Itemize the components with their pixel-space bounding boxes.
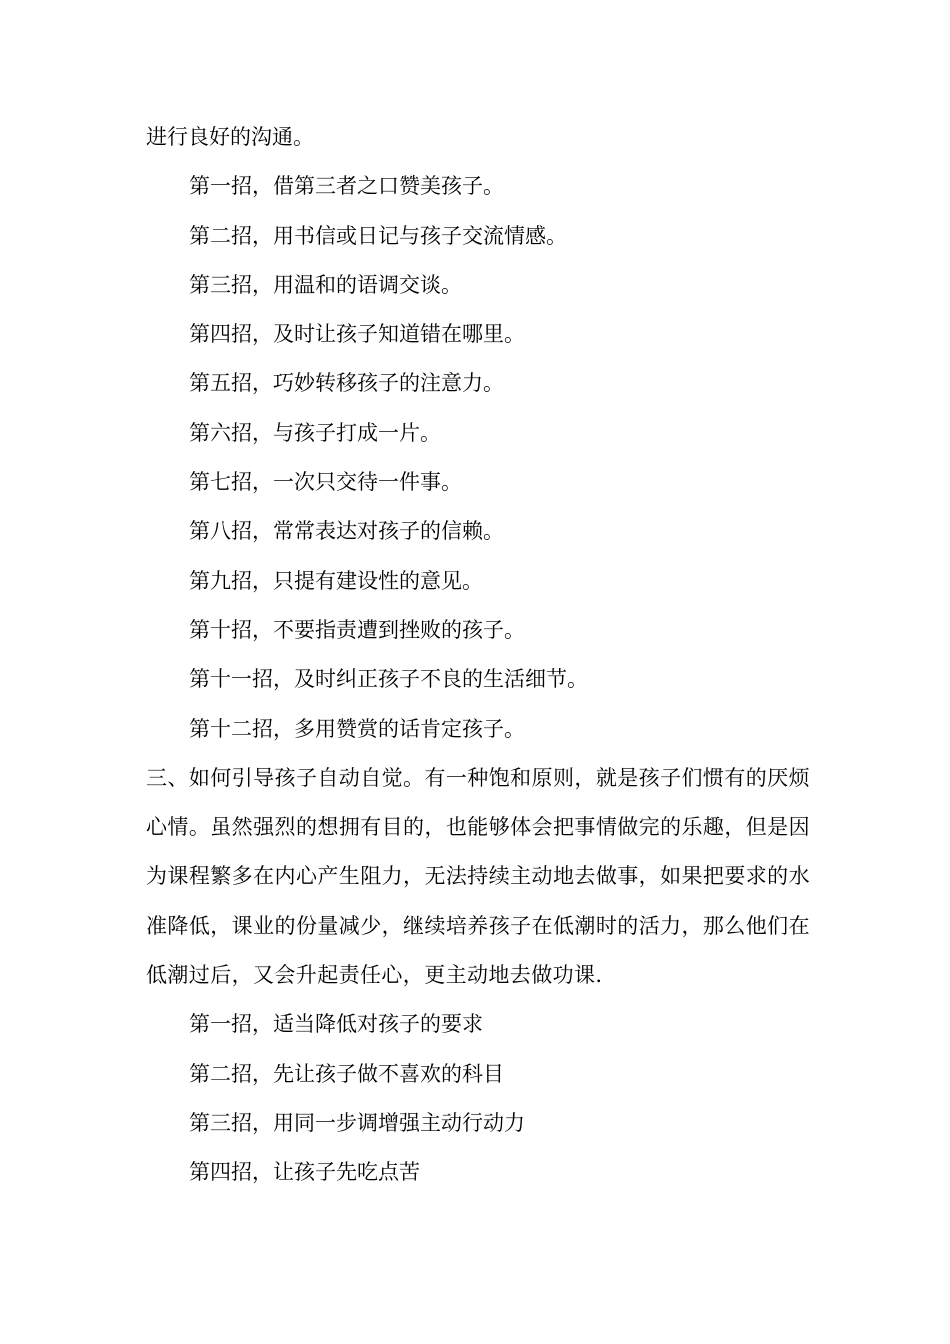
section3-paragraph: 三、如何引导孩子自动自觉。有一种饱和原则，就是孩子们惯有的厌烦心情。虽然强烈的想拥有目的，也能够体会把事情做完的乐趣，但是因为课程繁多在内心产生阻力，无法持续主动地去做事，如果把要求的水准降低，课业的份量减少，继续培养孩子在低潮时的活力，那么他们在低潮过后，又会升起责任心，更主动地去做功课. — [146, 765, 810, 988]
section2-item-10: 第十招，不要指责遭到挫败的孩子。 — [189, 617, 525, 642]
section2-item-12: 第十二招，多用赞赏的话肯定孩子。 — [189, 716, 525, 741]
section2-item-1: 第一招，借第三者之口赞美孩子。 — [189, 174, 504, 199]
section2-item-11: 第十一招，及时纠正孩子不良的生活细节。 — [189, 667, 588, 692]
section3-item-1: 第一招，适当降低对孩子的要求 — [189, 1012, 483, 1037]
section2-item-3: 第三招，用温和的语调交谈。 — [189, 272, 462, 297]
section3-item-4: 第四招，让孩子先吃点苦 — [189, 1160, 420, 1185]
document-body — [146, 113, 810, 1198]
section2-item-6: 第六招，与孩子打成一片。 — [189, 420, 441, 445]
section2-item-8: 第八招，常常表达对孩子的信赖。 — [189, 519, 504, 544]
section3-item-3: 第三招，用同一步调增强主动行动力 — [189, 1110, 525, 1135]
section2-item-4: 第四招，及时让孩子知道错在哪里。 — [189, 322, 525, 347]
section2-item-5: 第五招，巧妙转移孩子的注意力。 — [189, 371, 504, 396]
intro-tail-line: 进行良好的沟通。 — [146, 125, 314, 149]
section2-item-9: 第九招，只提有建设性的意见。 — [189, 568, 483, 593]
section2-item-2: 第二招，用书信或日记与孩子交流情感。 — [189, 223, 567, 248]
section2-item-7: 第七招，一次只交待一件事。 — [189, 470, 462, 495]
section3-item-2: 第二招，先让孩子做不喜欢的科目 — [189, 1061, 504, 1086]
